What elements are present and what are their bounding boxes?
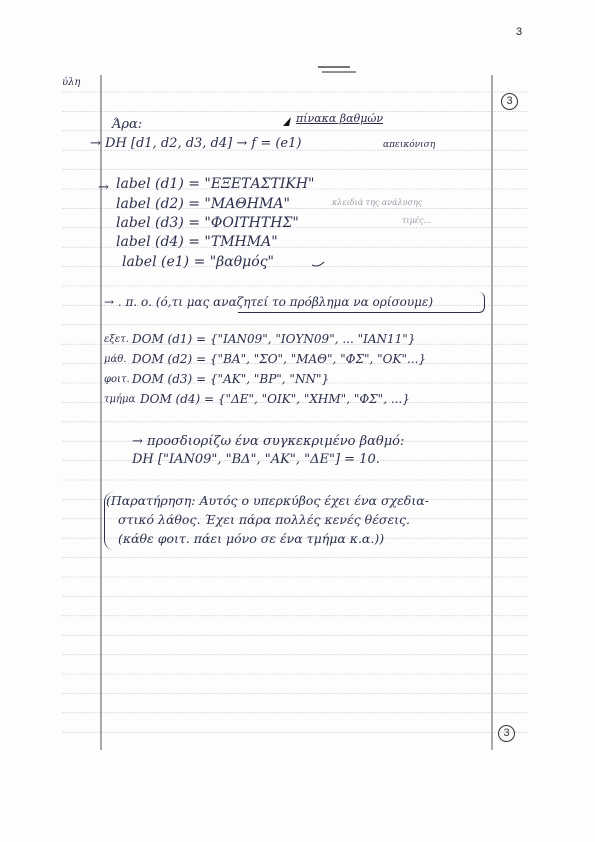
label-d4: label (d4) = "ΤΜΗΜΑ" — [116, 234, 278, 250]
dom-d1: DOM (d1) = {"ΙΑΝ09", "ΙΟΥΝ09", ... "ΙΑΝ11"} — [132, 332, 416, 346]
remark-line-1: (Παρατήρηση: Αυτός ο υπερκύβος έχει ένα σχεδια- — [106, 493, 429, 508]
faint-side-note-1: κλειδιά της ανάλυσης — [332, 198, 423, 207]
annotation-over-f: πίνακα βαθμών — [296, 112, 384, 125]
circled-number-top: 3 — [501, 93, 518, 110]
checkmark-squiggle — [312, 262, 324, 266]
dom-d3: DOM (d3) = {"ΑΚ", "ΒΡ", "ΝΝ"} — [132, 372, 330, 386]
dom-label-math: μάθ. — [104, 354, 127, 365]
label-d1: label (d1) = "ΕΞΕΤΑΣΤΙΚΗ" — [116, 176, 315, 192]
label-d3: label (d3) = "ΦΟΙΤΗΤΗΣ" — [116, 215, 299, 231]
annotation-right-f: απεικόνιση — [383, 140, 436, 150]
label-e1: label (e1) = "βαθμός" — [122, 254, 274, 270]
dom-label-tmima: τμήμα — [104, 394, 136, 405]
ara-heading: Άρα: — [112, 117, 143, 132]
specify-line: → προσδιορίζω ένα συγκεκριμένο βαθμό: — [132, 434, 405, 449]
labels-arrow: → — [98, 180, 109, 195]
label-d2: label (d2) = "ΜΑΘΗΜΑ" — [116, 196, 290, 212]
dh-line: → DH [d1, d2, d3, d4] → f = (e1) — [90, 136, 302, 151]
dom-d4: DOM (d4) = {"ΔΕ", "ΟΙΚ", "ΧΗΜ", "ΦΣ", ...} — [140, 392, 410, 406]
margin-left-note: ύλη — [62, 77, 81, 88]
circled-number-bottom: 3 — [498, 725, 515, 742]
page-number: 3 — [516, 26, 523, 38]
faint-side-note-2: τιμές... — [402, 216, 432, 225]
remark-line-2: στικό λάθος. Έχει πάρα πολλές κενές θέσεις. — [118, 512, 411, 527]
dom-label-foit: φοιτ. — [104, 374, 130, 385]
remark-line-3: (κάθε φοιτ. πάει μόνο σε ένα τμήμα κ.α.)) — [118, 531, 385, 546]
po-underline-box — [238, 292, 485, 313]
specify-formula: DH ["ΙΑΝ09", "ΒΔ", "ΑΚ", "ΔΕ"] = 10. — [132, 452, 380, 467]
pen-arrow-mark — [283, 117, 291, 126]
dom-label-exet: εξετ. — [104, 334, 129, 345]
dom-d2: DOM (d2) = {"ΒΑ", "ΣΟ", "ΜΑΘ", "ΦΣ", "ΟΚ"...} — [132, 352, 427, 366]
po-line: → . π. ο. (ό,τι μας αναζητεί το πρόβλημα να ορίσουμε) — [104, 295, 434, 309]
